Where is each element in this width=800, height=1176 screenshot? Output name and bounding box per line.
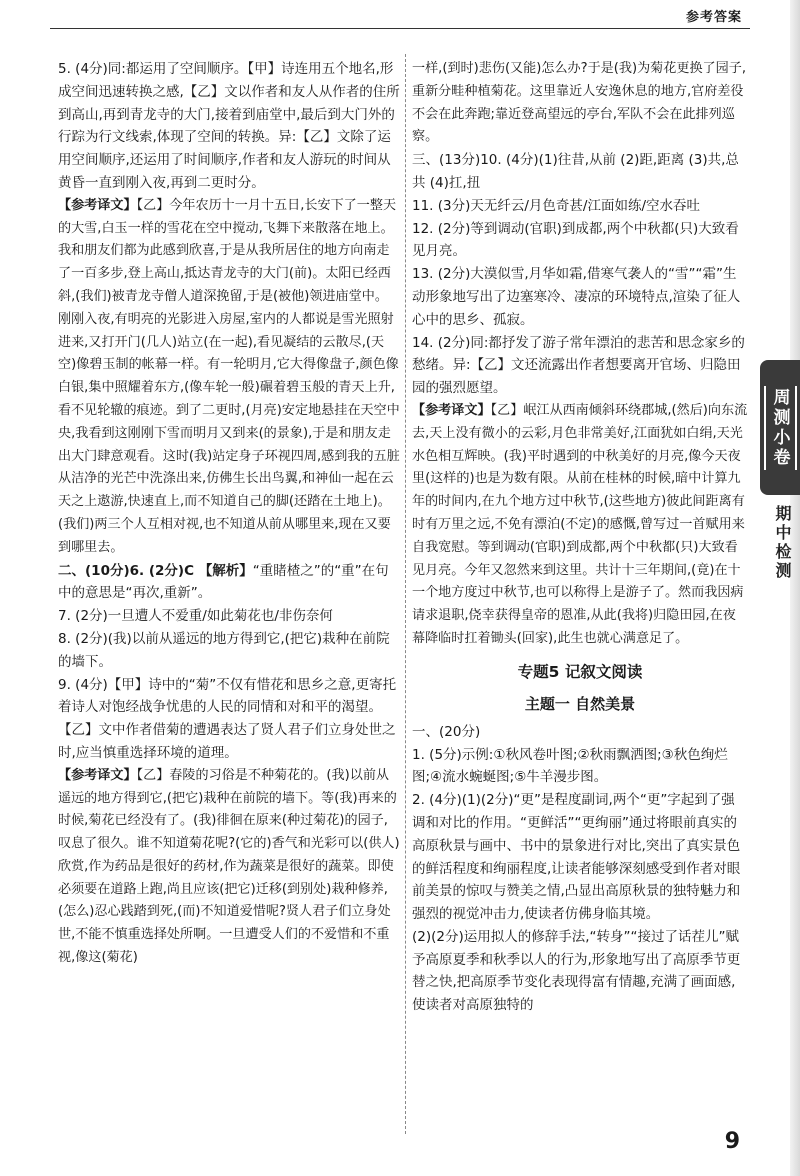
header-label: 参考答案 [685,10,742,25]
reference-translation-tag: 【参考译文】 [412,402,491,418]
section-title: 主题一 自然美景 [524,694,636,713]
answer-5-translation [58,195,400,560]
reference-translation-tag: 【参考译文】 [58,197,137,213]
section-1-heading: 一、(20分) [412,723,481,740]
analysis-text: “重睹楂之”的“重”在句中的意思是“再次,重新”。 [58,562,389,602]
translation-text: 【乙】岷江从西南倾斜环绕郡城,(然后)向东流去,天上没有微小的云彩,月色非常美好,江面犹如白绢,天光水色相互辉映。(我)平时遇到的中秋美好的月亮,像今天夜里(这样的)也是为数有限。从前在桂林的时候,暗中计算九年的时间内,在九个地方过中秋节,(这些地方)彼此间距离有时有万里之远,不免有漂泊(不定)的感慨,曾写过一首赋用来自我宽慰。等到调动(官职)到成都,两个中秋都(只)大致看见月亮。今年又忽然来到这里。共计十三年期间,(竟)在十一个地方度过中秋节,也可以称得上是游子了。然而我因病请求退职,侥幸获得皇帝的恩准,从此(我将)归隐田园,在夜幕降临时扛着锄头(回家),此生也就心满意足了。 [412,402,748,646]
analysis-tag: 【解析】 [198,562,253,579]
reference-translation-tag: 【参考译文】 [58,767,137,783]
topic-title: 专题5 记叙文阅读 [517,662,643,681]
side-tab [760,360,800,495]
answer-10: 三、(13分)10. (4分)(1)往昔,从前 (2)距,距离 (3)共,总共 (4)扛,扭 [412,152,739,191]
page-header [0,0,800,32]
answer-11: 11. (3分)天无纤云/月色奇甚/江面如练/空水吞吐 [412,197,701,214]
side-tab-text: 周测小卷 [764,386,797,470]
translation-text: 【乙】春陵的习俗是不种菊花的。(我)以前从遥远的地方得到它,(把它)栽种在前院的墙下。等(我)再来的时候,菊花已经没有了。(我)徘徊在原来(种过菊花)的园子,叹息了很久。谁不知道菊花呢?(它的)香气和光彩可以(供人)欣赏,作为药品是很好的药材,作为蔬菜是很好的蔬菜。即使必须要在道路上跑,尚且应该(把它)迁移(到别处)栽种修养,(怎么)忍心践踏到死,(而)不知道爱惜呢?贤人君子们立身处世,不能不慎重选择处所啊。一旦遭受人们的不爱惜和不重视,像这(菊花) [58,767,400,966]
side-label: 期中检测 [773,505,792,581]
answer-1: 1. (5分)示例:①秋风卷叶图;②秋雨飘洒图;③秋色绚烂图;④流水蜿蜒图;⑤牛羊漫步图。 [412,746,728,786]
answer-13: 13. (2分)大漠似雪,月华如霜,借寒气袭人的“雪”“霜”生动形象地写出了边塞寒冷、凄凉的环境特点,渲染了征人心中的思乡、孤寂。 [412,266,741,328]
header-rule [50,28,750,29]
left-column [58,58,400,970]
right-column [412,58,748,1017]
answer-9-translation-continued: 一样,(到时)悲伤(又能)怎么办?于是(我)为菊花更换了园子,重新分畦种植菊花。这里靠近人安逸休息的地方,官府差役不会在此奔跑;靠近登高望远的亭台,军队不会在此排列巡察。 [412,61,746,145]
column-divider [405,54,406,1134]
answer-14-translation [412,400,748,651]
answer-5: 5. (4分)同:都运用了空间顺序。【甲】诗连用五个地名,形成空间迅速转换之感,【乙】文以作者和友人从作者的住所到高山,再到青龙寺的大门,接着到庙堂中,最后到大门外的行踪为行文线索,体现了空间的转换。异:【乙】文除了运用空间顺序,还运用了时间顺序,作者和友人游玩的时间从黄昏一直到刚入夜,再到二更时分。 [58,61,400,191]
page-edge-shadow [790,0,800,1176]
section-2-heading: 二、(10分)6. (2分)C [58,562,199,579]
answer-8: 8. (2分)(我)以前从遥远的地方得到它,(把它)栽种在前院的墙下。 [58,630,390,670]
answer-2-part-1: 2. (4分)(1)(2分)“更”是程度副词,两个“更”字起到了强调和对比的作用。“更鲜活”“更绚丽”通过将眼前真实的高原秋景与画中、书中的景象进行对比,突出了真实景色的鲜活程度和绚丽程度,让读者能够深刻感受到作者对眼前美景的惊叹与赞美之情,凸显出高原秋景的独特魅力和强烈的视觉冲击力,使读者仿佛身临其境。 [412,792,741,923]
answer-9-translation [58,765,400,970]
answer-9: 9. (4分)【甲】诗中的“菊”不仅有惜花和思乡之意,更寄托着诗人对饱经战争忧患的人民的同情和对和平的渴望。【乙】文中作者借菊的遭遇表达了贤人君子们立身处世之时,应当慎重选择环境的道理。 [58,676,397,761]
answer-12: 12. (2分)等到调动(官职)到成都,两个中秋都(只)大致看见月亮。 [412,220,739,260]
answer-7: 7. (2分)一旦遭人不爱重/如此菊花也/非伤奈何 [58,608,333,625]
translation-text: 【乙】今年农历十一月十五日,长安下了一整天的大雪,白玉一样的雪花在空中搅动,飞舞下来散落在地上。我和朋友们都为此感到欣喜,于是从我所居住的地方向南走了一百多步,登上高山,抵达青龙寺的大门(前)。太阳已经西斜,(我们)被青龙寺僧人道深挽留,于是(被他)领进庙堂中。刚刚入夜,有明亮的光影进入房屋,室内的人都说是雪光照射进来,又打开门(几人)站立(在一起),看见凝结的云散尽,(天空)像碧玉制的帐幕一样。有一轮明月,它大得像盘子,颜色像白银,集中照耀着东方,(像车轮一般)碾着碧玉般的青天上升,看不见轮辙的痕迹。到了二更时,(月亮)安定地悬挂在天空中央,我看到这刚刚下雪而明月又到来(的景象),于是和朋友走出大门肆意观看。这时(我)站定身子环视四周,感到我的五脏从洁净的光芒中洗涤出来,仿佛生长出鸟翼,和神仙一起在云天之上遨游,快速直上,而不知道自己的脚(还踏在土地上)。(我们)两三个人互相对视,也不知道从前从哪里来,现在又要到哪里去。 [58,197,400,555]
section-2-answer-6 [58,560,400,606]
answer-14: 14. (2分)同:都抒发了游子常年漂泊的悲苦和思念家乡的愁绪。异:【乙】文还流露出作者想要离开官场、归隐田园的强烈愿望。 [412,334,745,397]
answer-2-part-2: (2)(2分)运用拟人的修辞手法,“转身”“接过了话茬儿”赋予高原夏季和秋季以人的行为,形象地写出了高原季节更替之快,把高原季节变化表现得富有情趣,充满了画面感,使读者对高原独特的 [412,928,741,1014]
page-number: 9 [724,1129,740,1154]
